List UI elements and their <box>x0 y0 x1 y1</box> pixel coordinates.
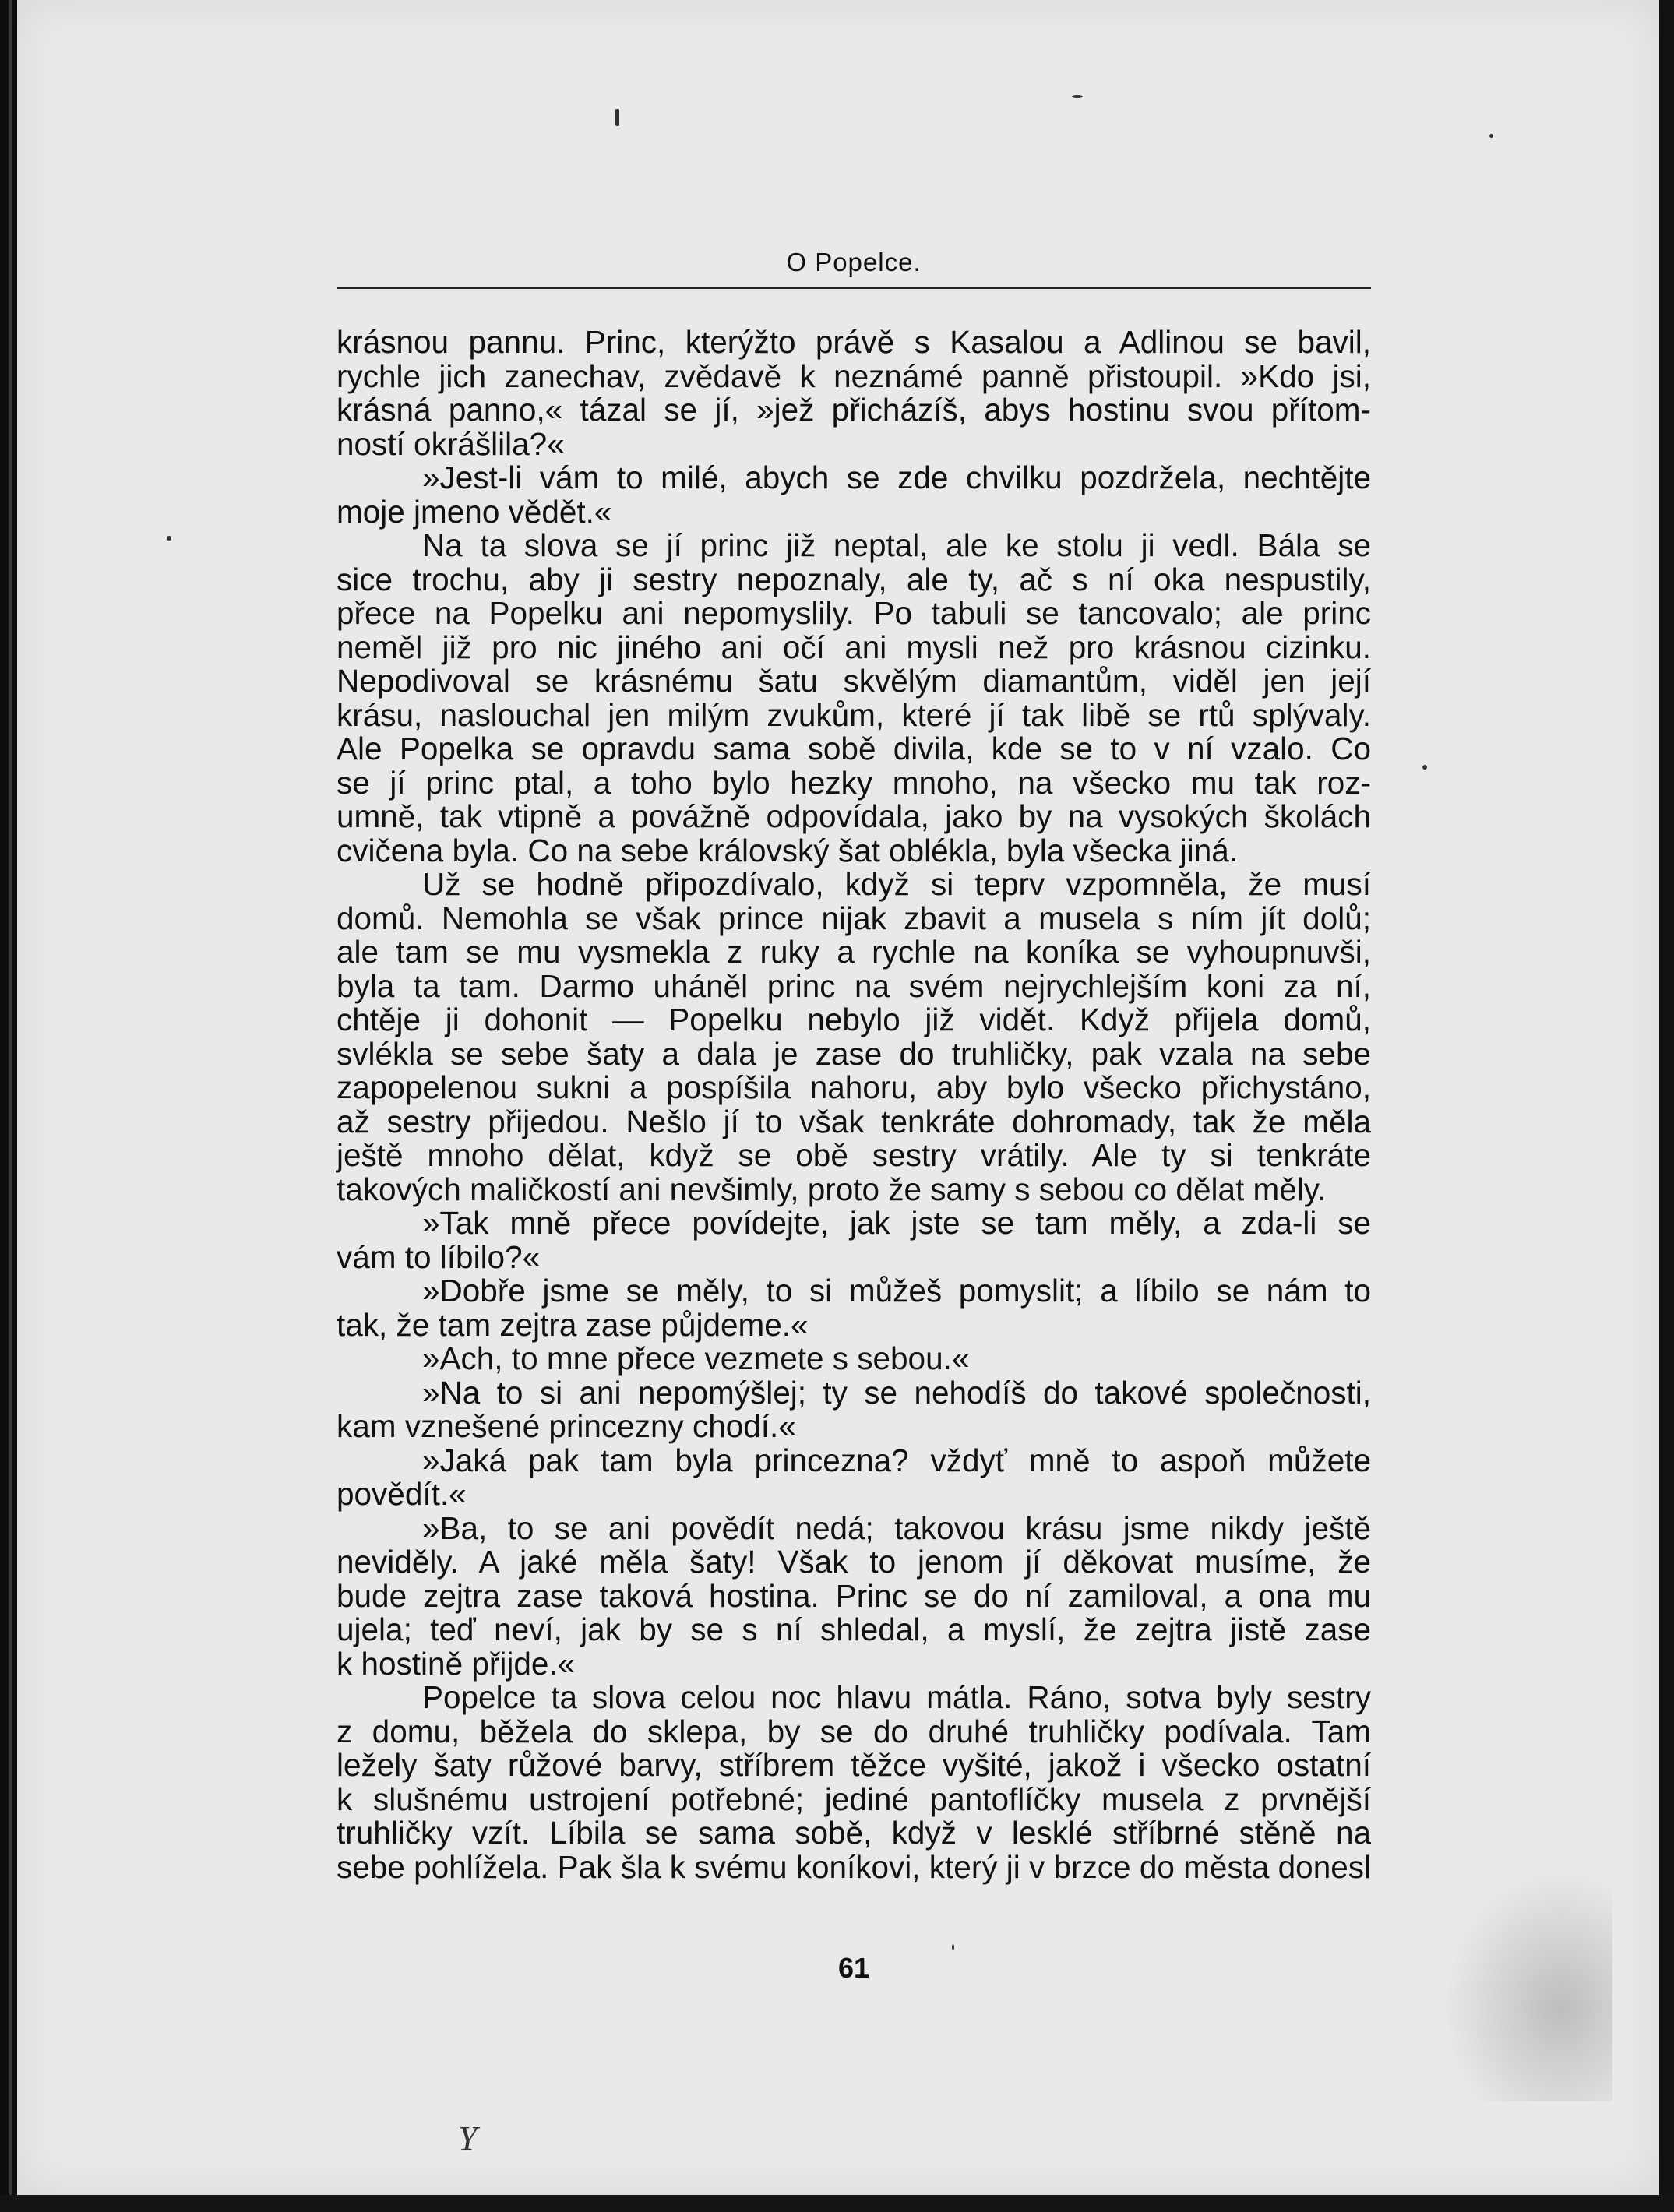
text-line: »Ach, to mne přece vezmete s sebou.« <box>422 1340 970 1376</box>
text-line: domů. Nemohla se však prince nijak zbavit a musela s ním jít dolů; <box>337 900 1371 936</box>
text-line: moje jmeno vědět.« <box>337 493 612 530</box>
text-line: přece na Popelku ani nepomyslily. Po tabuli se tancovalo; ale princ <box>337 595 1371 631</box>
text-line: rychle jich zanechav, zvědavě k neznámé panně přistoupil. »Kdo jsi, <box>337 358 1371 394</box>
text-line: sice trochu, aby ji sestry nepoznaly, ale ty, ač s ní oka nespustily, <box>337 561 1371 597</box>
text-line: krásná panno,« tázal se jí, »jež přicházíš, abys hostinu svou přítom- <box>337 392 1371 428</box>
scan-left-edge-line <box>9 0 12 2212</box>
text-line: krásu, naslouchal jen milým zvukům, které jí tak libě se rtů splývaly. <box>337 696 1371 733</box>
text-line: »Jaká pak tam byla princezna? vždyť mně to aspoň můžete <box>422 1442 1371 1478</box>
speck <box>1072 95 1083 98</box>
text-line: takových maličkostí ani nevšimly, proto že samy s sebou co dělat měly. <box>337 1171 1327 1207</box>
text-line: »Dobře jsme se měly, to si můžeš pomyslit; a líbilo se nám to <box>422 1273 1371 1309</box>
text-line: Už se hodně připozdívalo, když si teprv vzpomněla, že musí <box>422 866 1371 902</box>
text-line: Ale Popelka se opravdu sama sobě divila, kde se to v ní vzalo. Co <box>337 731 1371 766</box>
text-line: ností okrášlila?« <box>337 425 565 462</box>
text-line: vám to líbilo?« <box>337 1238 541 1275</box>
text-line: krásnou pannu. Princ, kterýžto právě s Kasalou a Adlinou se bavil, <box>337 324 1371 360</box>
speck <box>167 536 171 541</box>
speck <box>1489 134 1493 138</box>
page-stain <box>1441 1868 1612 2101</box>
body-text <box>337 326 1371 1884</box>
text-line: truhličky vzít. Líbila se sama sobě, když v lesklé stříbrné stěně na <box>337 1815 1371 1851</box>
text-line: neměl již pro nic jiného ani očí ani mysli než pro krásnou cizinku. <box>337 629 1371 665</box>
text-line: se jí princ ptal, a toho bylo hezky mnoho, na všecko mu tak roz- <box>337 764 1371 801</box>
scan-left-edge <box>0 0 17 2212</box>
speck <box>615 109 619 126</box>
scan-right-edge <box>1659 0 1674 2212</box>
text-line: ještě mnoho dělat, když se obě sestry vrátily. Ale ty si tenkráte <box>337 1137 1371 1173</box>
text-line: »Tak mně přece povídejte, jak jste se tam měly, a zda-li se <box>422 1205 1371 1241</box>
text-line: svlékla se sebe šaty a dala je zase do truhličky, pak vzala na sebe <box>337 1035 1371 1072</box>
text-line: zapopelenou sukni a pospíšila nahoru, aby bylo všecko přichystáno, <box>337 1069 1371 1105</box>
text-line: chtěje ji dohonit — Popelku nebylo již vidět. Když přijela domů, <box>337 1002 1371 1037</box>
margin-mark: Y <box>458 2119 478 2157</box>
text-line: bude zejtra zase taková hostina. Princ se do ní zamiloval, a ona mu <box>337 1577 1371 1614</box>
text-line: byla ta tam. Darmo uháněl princ na svém nejrychlejším koni za ní, <box>337 967 1371 1004</box>
text-line: ujela; teď neví, jak by se s ní shledal, a myslí, že zejtra jistě zase <box>337 1611 1371 1647</box>
page-number: 61 <box>837 1952 870 1984</box>
text-line: sebe pohlížela. Pak šla k svému koníkovi, který ji v brzce do města donesl <box>337 1848 1371 1885</box>
text-line: z domu, běžela do sklepa, by se do druhé truhličky podívala. Tam <box>337 1713 1371 1749</box>
scan-bottom-edge <box>0 2195 1674 2212</box>
text-line: ale tam se mu vysmekla z ruky a rychle na koníka se vyhoupnuvši, <box>337 934 1371 970</box>
text-line: Na ta slova se jí princ již neptal, ale ke stolu ji vedl. Bála se <box>422 527 1371 563</box>
text-line: umně, tak vtipně a povážně odpovídala, jako by na vysokých školách <box>337 798 1371 834</box>
text-line: až sestry přijedou. Nešlo jí to však tenkráte dohromady, tak že měla <box>337 1103 1371 1139</box>
header-rule <box>337 287 1371 289</box>
text-line: »Ba, to se ani povědít nedá; takovou krásu jsme nikdy ještě <box>422 1509 1371 1546</box>
text-line: cvičena byla. Co na sebe královský šat oblékla, byla všecka jiná. <box>337 832 1239 868</box>
text-line: »Jest-li vám to milé, abych se zde chvilku pozdržela, nechtějte <box>422 460 1371 495</box>
text-line: Nepodivoval se krásnému šatu skvělým diamantům, viděl jen její <box>337 663 1371 699</box>
speck <box>1422 765 1427 770</box>
speck <box>952 1944 954 1950</box>
text-line: k hostině přijde.« <box>337 1645 576 1682</box>
text-line: ležely šaty růžové barvy, stříbrem těžce vyšité, jakož i všecko ostatní <box>337 1747 1371 1783</box>
text-line: povědít.« <box>337 1476 467 1512</box>
text-line: kam vznešené princezny chodí.« <box>337 1408 796 1444</box>
text-line: k slušnému ustrojení potřebné; jediné pantoflíčky musela z prvnější <box>337 1781 1371 1817</box>
text-line: Popelce ta slova celou noc hlavu mátla. Ráno, sotva byly sestry <box>422 1679 1371 1715</box>
running-header: O Popelce. <box>786 248 922 276</box>
text-line: »Na to si ani nepomýšlej; ty se nehodíš do takové společnosti, <box>422 1374 1371 1411</box>
text-line: tak, že tam zejtra zase půjdeme.« <box>337 1306 809 1343</box>
text-line: neviděly. A jaké měla šaty! Však to jenom jí děkovat musíme, že <box>337 1544 1371 1580</box>
